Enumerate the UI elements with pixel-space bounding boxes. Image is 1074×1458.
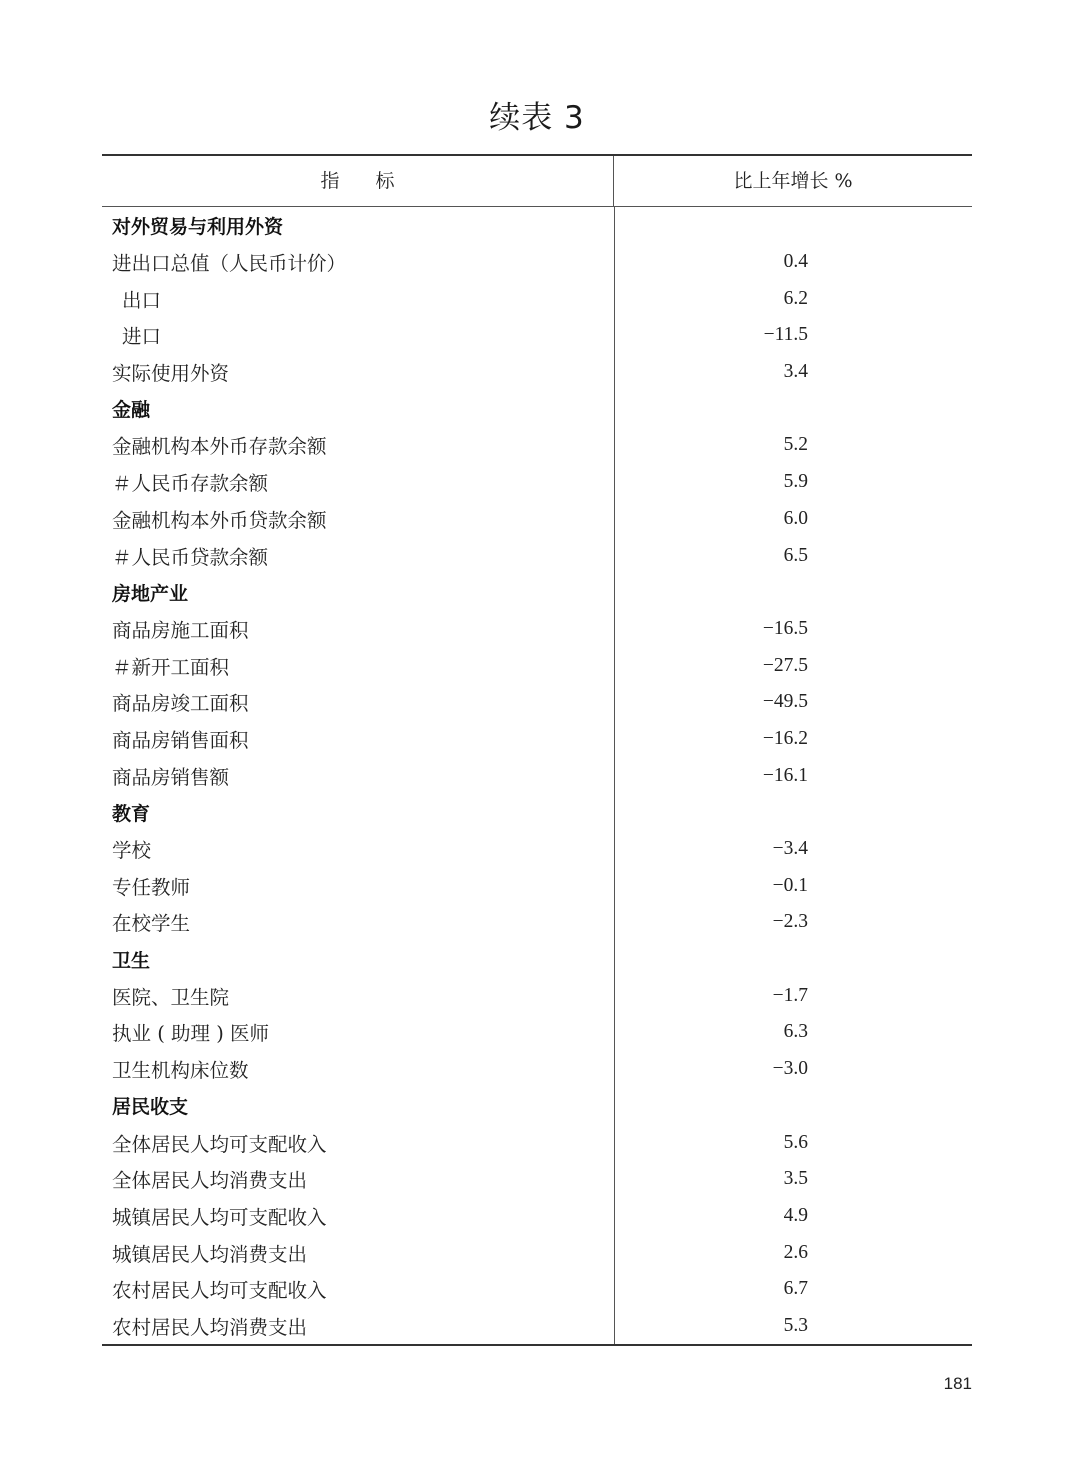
table-row: [102, 1051, 972, 1088]
row-value: 5.6: [783, 1131, 808, 1153]
section-row: [102, 1088, 972, 1125]
row-label: 出口: [122, 288, 162, 312]
row-label: 农村居民人均可支配收入: [112, 1279, 327, 1303]
row-value: −3.4: [772, 838, 808, 860]
row-label: 商品房销售面积: [112, 728, 249, 752]
table-row: [102, 867, 972, 904]
table-row: [102, 1124, 972, 1161]
section-heading: 教育: [112, 802, 151, 825]
table-row: [102, 647, 972, 684]
table-row: [102, 317, 972, 354]
row-value: 3.5: [783, 1168, 808, 1190]
table-row: [102, 1271, 972, 1308]
row-value: −0.1: [772, 874, 808, 896]
table-row: [102, 537, 972, 574]
row-value: −1.7: [772, 984, 808, 1006]
row-label: 农村居民人均消费支出: [112, 1315, 308, 1339]
row-value: −16.2: [762, 727, 808, 749]
table-row: [102, 1198, 972, 1235]
row-label: 卫生机构床位数: [112, 1059, 249, 1083]
row-value: 5.2: [783, 434, 808, 456]
row-value: −2.3: [772, 911, 808, 933]
row-label: ＃新开工面积: [112, 655, 230, 679]
table-row: [102, 501, 972, 538]
row-label: 医院、卫生院: [112, 985, 230, 1009]
row-label: 商品房销售额: [112, 765, 230, 789]
row-value: −27.5: [762, 654, 808, 676]
row-value: 4.9: [783, 1204, 808, 1226]
table-body: [102, 207, 972, 1344]
row-value: 5.3: [783, 1314, 808, 1336]
table-row: [102, 1161, 972, 1198]
section-heading: 房地产业: [112, 582, 189, 605]
section-heading: 对外贸易与利用外资: [112, 215, 284, 238]
section-heading: 居民收支: [112, 1096, 189, 1119]
row-value: 6.7: [783, 1278, 808, 1300]
table-row: [102, 1014, 972, 1051]
table-row: [102, 1234, 972, 1271]
row-label: ＃人民币存款余额: [112, 472, 269, 496]
table-row: [102, 427, 972, 464]
row-value: 3.4: [783, 361, 808, 383]
row-value: −3.0: [772, 1058, 808, 1080]
row-label: 学校: [112, 839, 152, 863]
page-title: 续表 3: [489, 100, 585, 136]
row-value: 2.6: [783, 1241, 808, 1263]
statistics-table: [102, 154, 972, 1346]
row-value: 6.2: [783, 287, 808, 309]
header-indicator: 指标: [102, 156, 614, 206]
table-row: [102, 757, 972, 794]
header-growth: 比上年增长 %: [733, 170, 853, 192]
row-label: 城镇居民人均可支配收入: [112, 1205, 327, 1229]
table-row: [102, 244, 972, 281]
table-row: [102, 831, 972, 868]
table-row: [102, 354, 972, 391]
row-label: 专任教师: [112, 875, 191, 899]
row-label: 进口: [122, 325, 162, 349]
row-value: 0.4: [783, 251, 808, 273]
row-label: 执业 ( 助理 ) 医师: [112, 1022, 270, 1046]
row-label: 金融机构本外币存款余额: [112, 435, 327, 459]
row-label: 城镇居民人均消费支出: [112, 1242, 308, 1266]
table-header: [102, 156, 972, 207]
section-row: [102, 574, 972, 611]
row-value: 6.5: [783, 544, 808, 566]
table-row: [102, 904, 972, 941]
table-row: [102, 977, 972, 1014]
row-label: 商品房竣工面积: [112, 692, 249, 716]
section-heading: 卫生: [112, 949, 151, 972]
row-label: 金融机构本外币贷款余额: [112, 508, 327, 532]
row-label: 进出口总值（人民币计价）: [112, 252, 347, 276]
row-label: 全体居民人均消费支出: [112, 1169, 308, 1193]
table-row: [102, 684, 972, 721]
section-row: [102, 390, 972, 427]
row-value: 5.9: [783, 471, 808, 493]
table-row: [102, 721, 972, 758]
row-value: 6.0: [783, 507, 808, 529]
table-row: [102, 611, 972, 648]
row-label: 全体居民人均可支配收入: [112, 1132, 327, 1156]
section-row: [102, 207, 972, 244]
row-value: −11.5: [763, 324, 808, 346]
table-row: [102, 1308, 972, 1345]
row-value: 6.3: [783, 1021, 808, 1043]
page-number: 181: [943, 1374, 972, 1393]
row-value: −16.1: [762, 764, 808, 786]
section-heading: 金融: [112, 399, 151, 422]
table-row: [102, 464, 972, 501]
table-row: [102, 280, 972, 317]
row-label: ＃人民币贷款余额: [112, 545, 269, 569]
section-row: [102, 941, 972, 978]
section-row: [102, 794, 972, 831]
row-label: 实际使用外资: [112, 362, 230, 386]
row-label: 商品房施工面积: [112, 618, 249, 642]
row-value: −49.5: [762, 691, 808, 713]
row-label: 在校学生: [112, 912, 191, 936]
row-value: −16.5: [762, 617, 808, 639]
